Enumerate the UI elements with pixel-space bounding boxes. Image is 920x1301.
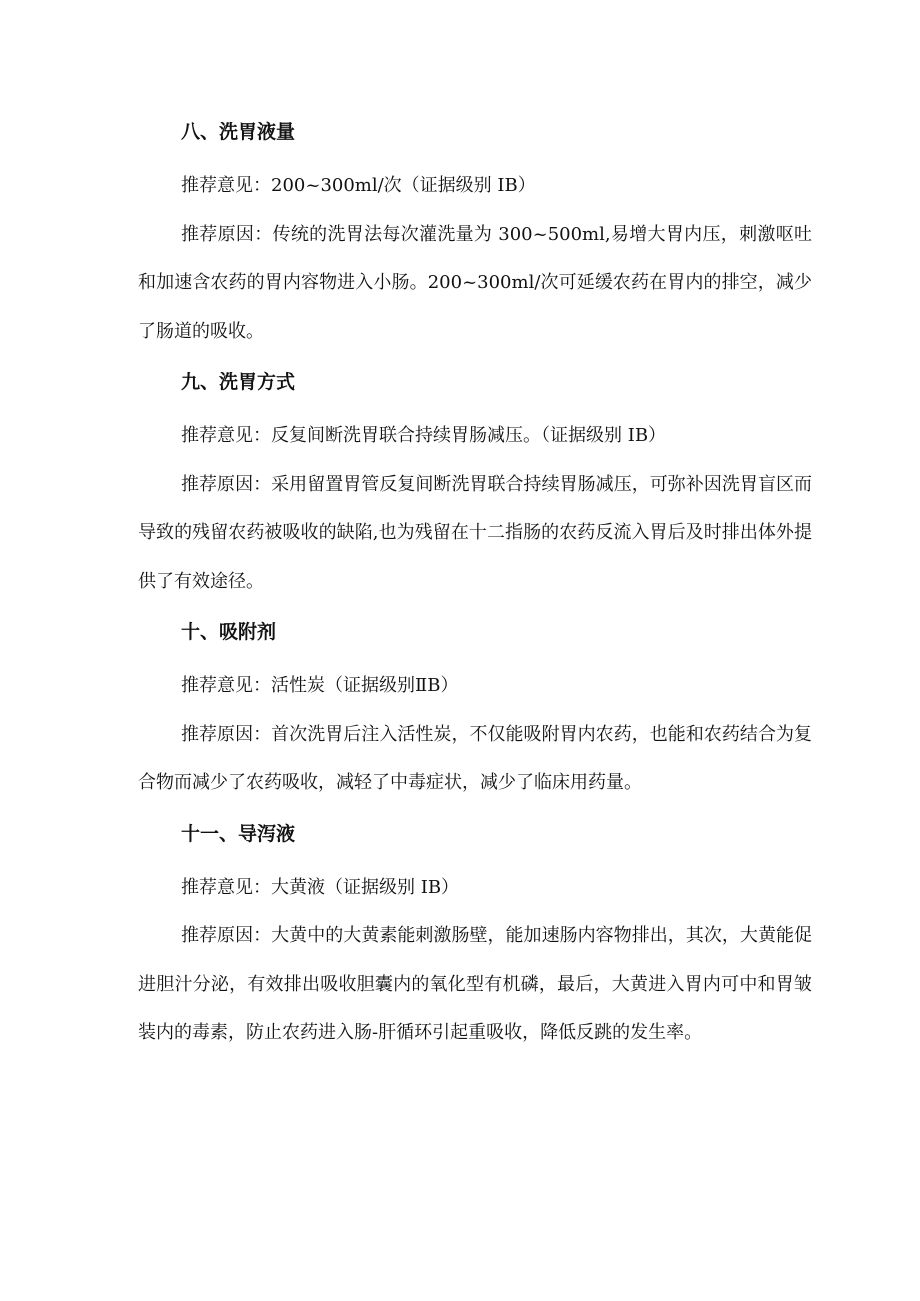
section-heading: 九、洗胃方式	[181, 371, 296, 393]
recommendation-text: 推荐意见：大黄液（证据级别 IB）	[181, 876, 460, 898]
recommendation-text: 推荐意见：活性炭（证据级别ⅡB）	[181, 675, 459, 696]
section-heading: 十一、导泻液	[181, 822, 296, 845]
section-cathartic	[138, 818, 812, 1058]
reason-text: 推荐原因：大黄中的大黄素能刺激肠壁，能加速肠内容物排出，其次，大黄能促进胆汁分泌，有效排出吸收胆囊内的氧化型有机磷，最后，大黄进入胃内可中和胃皱装内的毒素，防止农药进入肠-肝循环引起重吸收，降低反跳的发生率。	[138, 925, 812, 1043]
section-adsorbent	[138, 616, 812, 808]
recommendation-text: 推荐意见：反复间断洗胃联合持续胃肠减压。（证据级别 IB）	[181, 425, 667, 446]
recommendation-text: 推荐意见：200~300ml/次（证据级别 IB）	[181, 175, 536, 196]
section-heading: 十、吸附剂	[181, 621, 277, 643]
reason-text: 推荐原因：采用留置胃管反复间断洗胃联合持续胃肠减压，可弥补因洗胃盲区而导致的残留农药被吸收的缺陷,也为残留在十二指肠的农药反流入胃后及时排出体外提供了有效途径。	[138, 473, 812, 592]
section-gastric-lavage-method	[138, 366, 812, 606]
reason-text: 推荐原因：首次洗胃后注入活性炭，不仅能吸附胃内农药，也能和农药结合为复合物而减少了农药吸收，减轻了中毒症状，减少了临床用药量。	[138, 723, 812, 793]
section-heading: 八、洗胃液量	[181, 121, 296, 143]
reason-text: 推荐原因：传统的洗胃法每次灌洗量为 300~500ml,易增大胃内压，刺激呕吐和加速含农药的胃内容物进入小肠。200~300ml/次可延缓农药在胃内的排空，减少了肠道的吸收。	[138, 223, 812, 342]
document-body	[138, 116, 812, 1068]
section-gastric-lavage-volume	[138, 116, 812, 356]
